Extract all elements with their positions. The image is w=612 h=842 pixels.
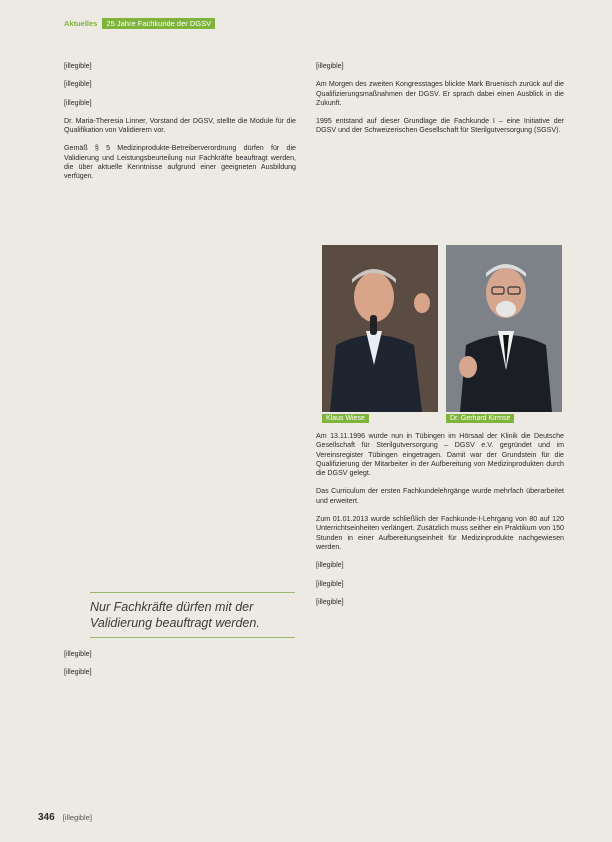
speaker-photo-1 — [322, 245, 438, 412]
right-column-lower — [316, 432, 564, 616]
pull-quote: Nur Fachkräfte dürfen mit der Validierung beauftragt werden. — [90, 592, 295, 638]
right-lower-paragraph-1: Am 13.11.1996 wurde nun in Tübingen im Hörsaal der Klinik die Deutsche Gesellschaft für Sterilgutversorgung – DGSV e.V. gegründet und im Vereinsregister Tübingen eingetragen. Damit war der Grundstein für die Qualifizierung der Mitarbeiter in der Aufbereitung von Medizinprodukten durch die DGSV gelegt. — [316, 432, 564, 478]
header-topic: 25 Jahre Fachkunde der DGSV — [102, 18, 215, 29]
left-paragraph-2: [illegible] — [64, 80, 92, 89]
left-paragraph-1: [illegible] — [64, 62, 92, 70]
right-lower-paragraph-2: Das Curriculum der ersten Fachkundelehrgänge wurde mehrfach überarbeitet und erweitert. — [316, 487, 564, 505]
header-section: Aktuelles — [64, 19, 98, 28]
photo-caption-1: Klaus Wiese — [322, 414, 369, 423]
right-paragraph-1: [illegible] — [316, 62, 344, 70]
left-paragraph-5: Gemäß § 5 Medizinprodukte-Betreiberverordnung dürfen für die Validierung und Leistungsbeurteilung nur Fachkräfte beauftragt werden, die über aktuelle Kenntnisse aufgrund einer geeigneten Ausbildung verfügen. — [64, 144, 296, 181]
left-lower-paragraph-1: [illegible] — [64, 650, 92, 658]
right-lower-paragraph-4: [illegible] — [316, 561, 344, 570]
journal-citation: [illegible] — [62, 813, 92, 822]
left-column — [64, 62, 296, 191]
right-paragraph-2: Am Morgen des zweiten Kongresstages blickte Mark Bruenisch zurück auf die Qualifizierungsmaßnahmen der DGSV. Er sprach dabei einen Ausblick in die Zukunft. — [316, 80, 564, 107]
right-lower-paragraph-5: [illegible] — [316, 579, 344, 588]
right-column — [316, 62, 564, 145]
page-number: 346 — [38, 812, 55, 823]
right-lower-paragraph-3: Zum 01.01.2013 wurde schließlich der Fachkunde-I-Lehrgang von 80 auf 120 Unterrichtseinheiten verlängert. Zusätzlich muss seither ein Praktikum von 150 Stunden in einer Aufbereitungseinheit für Medizinprodukte nachgewiesen werden. — [316, 515, 564, 551]
photo-caption-2: Dr. Gerhard Kirmse — [446, 414, 514, 423]
left-paragraph-3: [illegible] — [64, 98, 92, 107]
right-lower-paragraph-6: [illegible] — [316, 597, 344, 606]
right-paragraph-3: 1995 entstand auf dieser Grundlage die Fachkunde I – eine Initiative der DGSV und der Schweizerischen Gesellschaft für Sterilgutversorgung (SGSV). — [316, 117, 564, 135]
page-header — [64, 19, 215, 28]
left-lower-paragraph-2: [illegible] — [64, 668, 92, 677]
page-footer — [38, 812, 92, 823]
left-paragraph-4: Dr. Maria-Theresia Linner, Vorstand der DGSV, stellte die Module für die Qualifikation von Validierern vor. — [64, 116, 296, 135]
speaker-photo-2 — [446, 245, 562, 412]
left-column-lower — [64, 650, 296, 687]
